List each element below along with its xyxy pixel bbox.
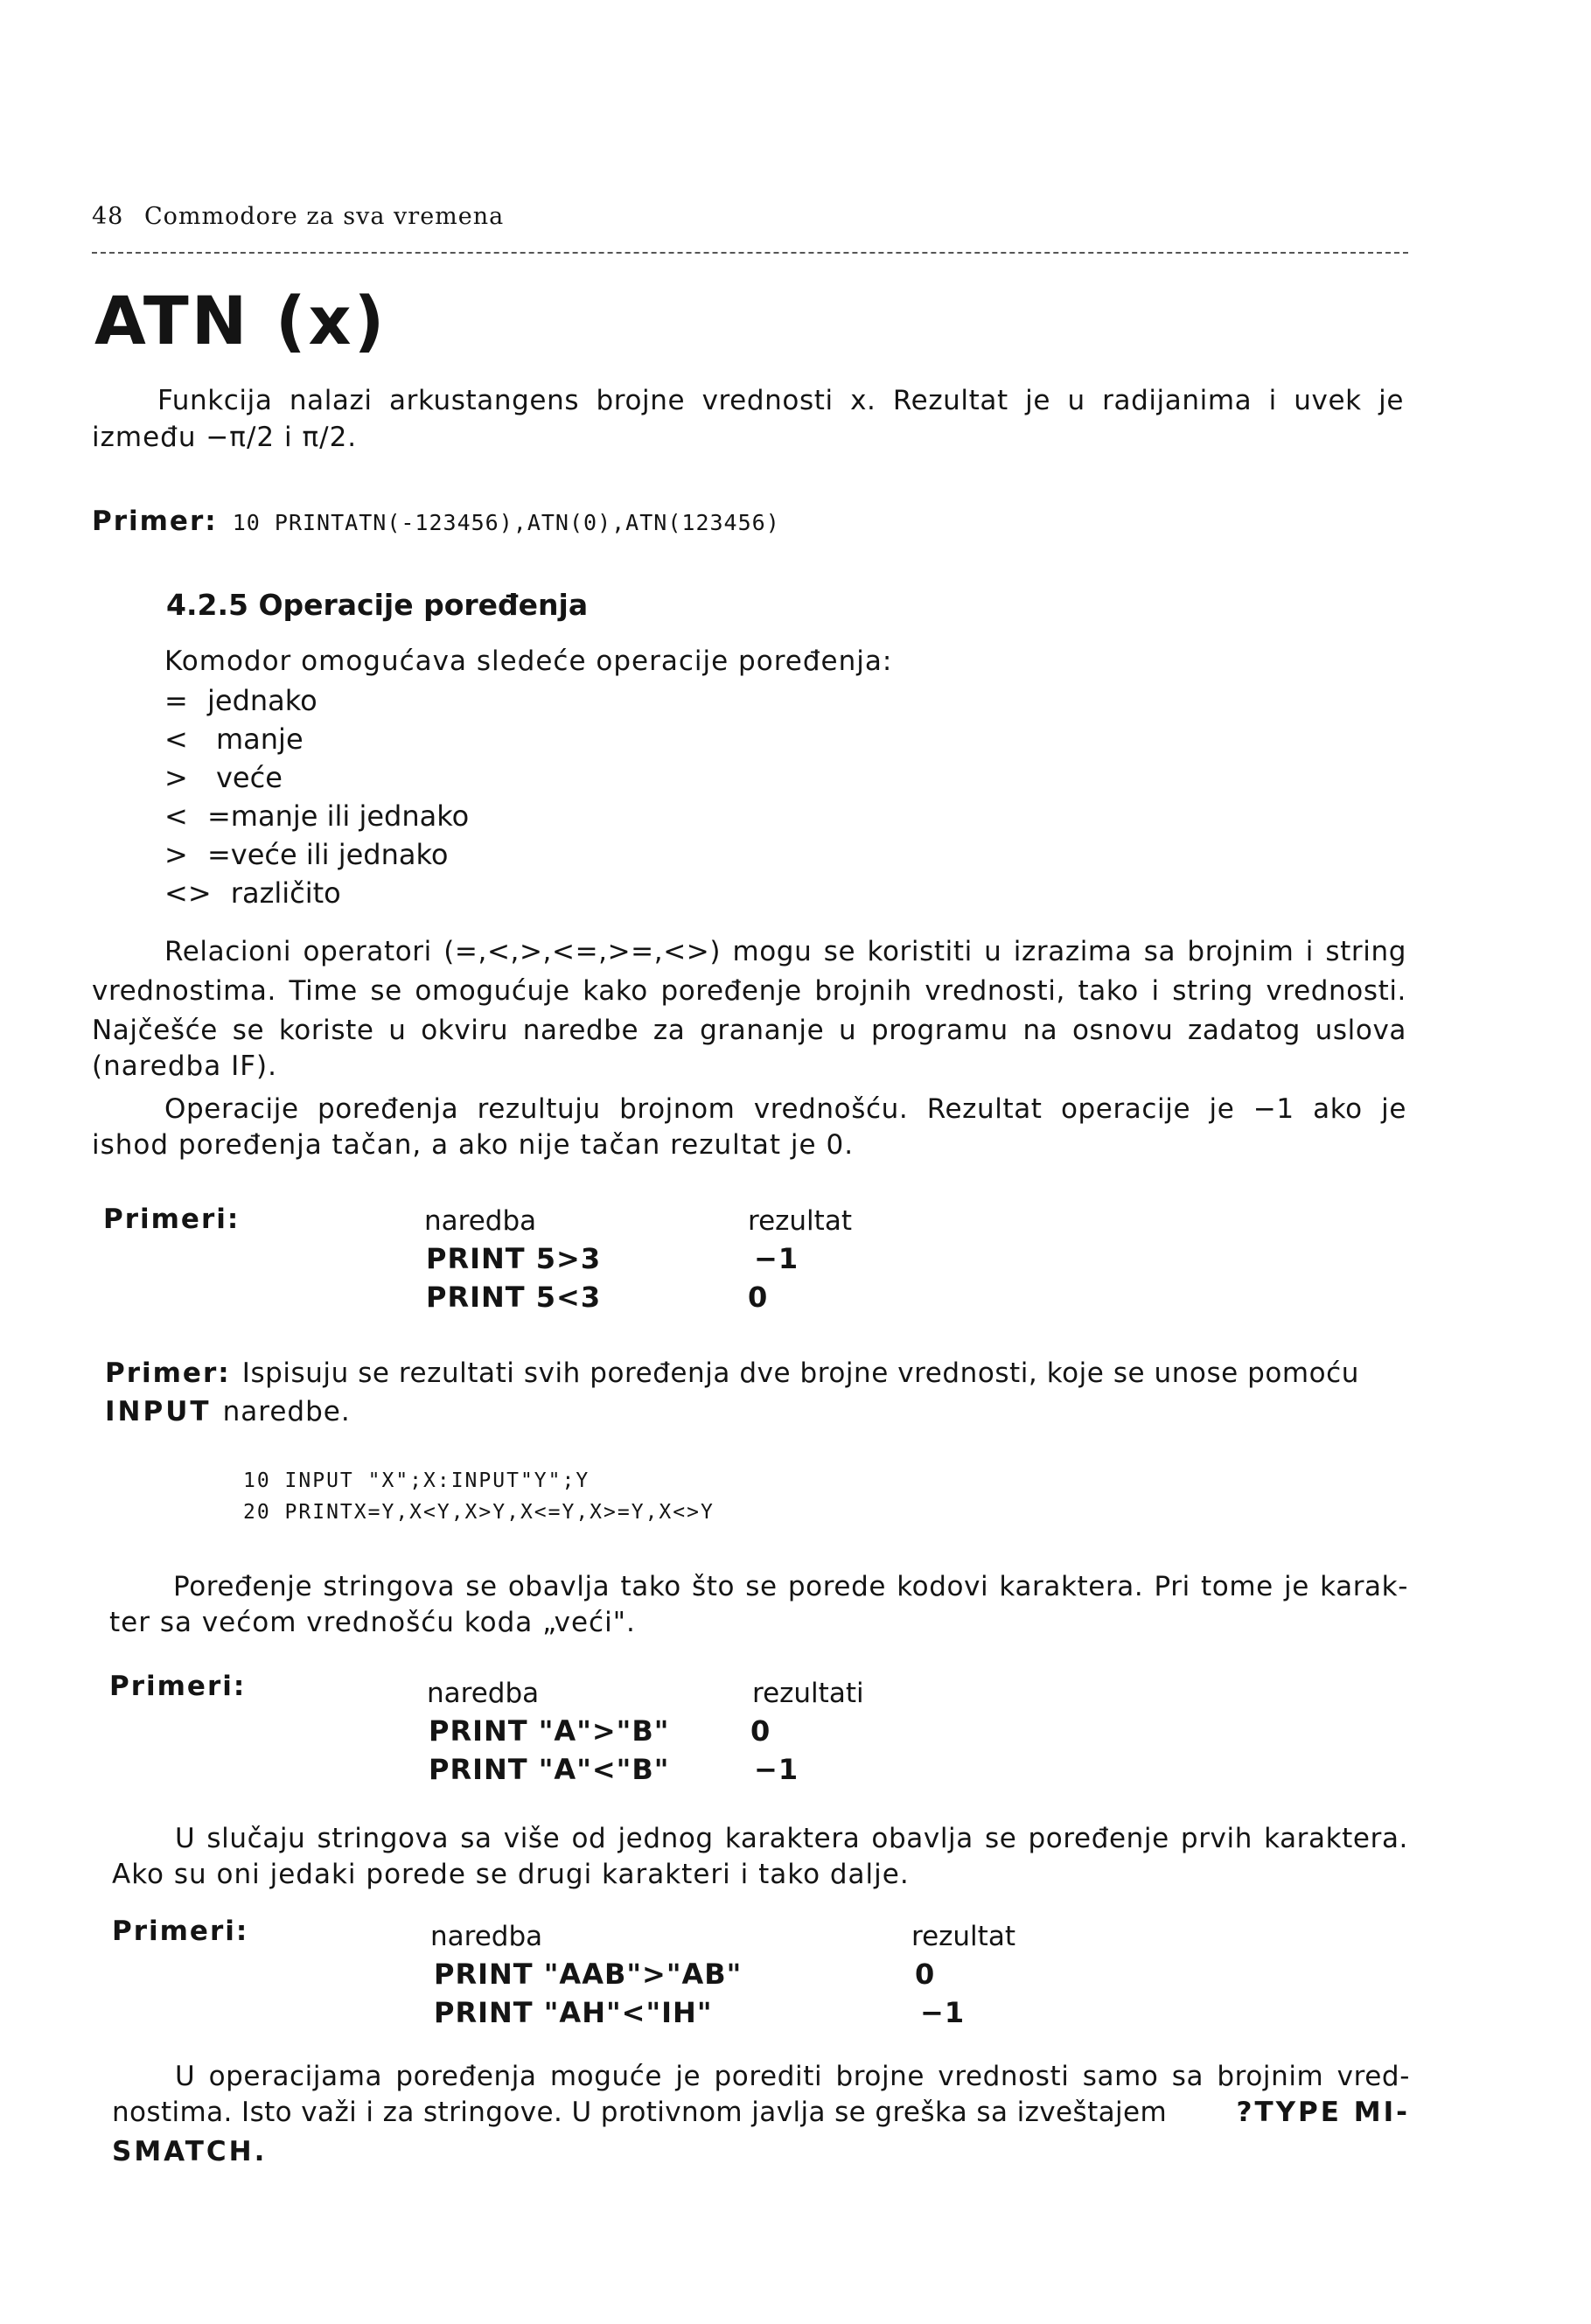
final-para-line2-text: nostima. Isto važi i za stringove. U protivnom javlja se greška sa izveštajem <box>112 2097 1168 2128</box>
primer2-line2-rest: naredbe. <box>222 1396 351 1427</box>
operator-less <box>164 722 304 756</box>
operator-symbol: < <box>164 722 188 756</box>
strings-para-line2: ter sa većom vrednošću koda „veći". <box>109 1607 636 1638</box>
primer2-input-keyword: INPUT <box>105 1396 212 1427</box>
operator-symbol: < <box>164 799 188 833</box>
error-message-part2: SMATCH. <box>112 2136 268 2167</box>
table3-label: Primeri: <box>112 1916 249 1947</box>
table3-row1-res: 0 <box>915 1958 936 1991</box>
primer2-label: Primer: <box>105 1357 231 1389</box>
table2-row2-res: −1 <box>754 1753 799 1786</box>
table3-col-rezultat: rezultat <box>911 1921 1015 1952</box>
table2-col-rezultati: rezultati <box>752 1678 864 1709</box>
table1-col-naredba: naredba <box>424 1205 537 1237</box>
atn-description-line1: Funkcija nalazi arkustangens brojne vrednosti x. Rezultat je u radijanima i uvek je <box>157 385 1404 416</box>
operator-text: =manje ili jednako <box>206 799 470 833</box>
primer2-code-line2: 20 PRINTX=Y,X<Y,X>Y,X<=Y,X>=Y,X<>Y <box>243 1501 715 1524</box>
function-title: ATN (x) <box>94 282 387 359</box>
table2-row2-cmd: PRINT "A"<"B" <box>429 1753 670 1786</box>
operator-text: manje <box>215 722 304 756</box>
section-heading: 4.2.5 Operacije poređenja <box>166 588 589 622</box>
final-para-line1: U operacijama poređenja moguće je porediti brojne vrednosti samo sa brojnim vred- <box>175 2061 1410 2092</box>
operator-symbol: = <box>164 684 188 717</box>
primer2-code-line1: 10 INPUT "X";X:INPUT"Y";Y <box>243 1469 590 1492</box>
error-message-part1: ?TYPE MI- <box>1236 2097 1410 2128</box>
table1-row1-cmd: PRINT 5>3 <box>426 1242 602 1275</box>
example-label: Primer: <box>92 506 218 537</box>
operator-text: veće <box>215 761 283 794</box>
table1-row2-res: 0 <box>748 1281 769 1314</box>
table3-col-naredba: naredba <box>430 1921 543 1952</box>
operator-equal <box>164 684 318 717</box>
primer2-line2 <box>105 1396 351 1427</box>
multichar-para-line1: U slučaju stringova sa više od jednog karaktera obavlja se poređenje prvih karaktera. <box>175 1823 1408 1854</box>
atn-example <box>92 506 780 537</box>
table3-row2-cmd: PRINT "AH"<"IH" <box>434 1996 713 2029</box>
table1-row1-res: −1 <box>754 1242 799 1275</box>
operator-greater <box>164 761 283 794</box>
table3-row2-res: −1 <box>920 1996 966 2029</box>
multichar-para-line2: Ako su oni jedaki porede se drugi karakteri i tako dalje. <box>112 1859 910 1890</box>
section-intro: Komodor omogućava sledeće operacije poređenja: <box>164 646 893 677</box>
operator-not-equal <box>164 876 341 910</box>
operator-symbol: > <box>164 761 188 794</box>
example-code: 10 PRINTATN(-123456),ATN(0),ATN(123456) <box>232 510 780 535</box>
final-para-line2 <box>112 2097 1410 2128</box>
strings-para-line1: Poređenje stringova se obavlja tako što se porede kodovi karaktera. Pri tome je karak- <box>173 1571 1408 1602</box>
page-number: 48 <box>92 203 124 230</box>
operator-greater-equal <box>164 838 448 871</box>
result-para-line1: Operacije poređenja rezultuju brojnom vrednošću. Rezultat operacije je −1 ako je <box>164 1093 1406 1125</box>
operator-text: =veće ili jednako <box>206 838 449 871</box>
result-para-line2: ishod poređenja tačan, a ako nije tačan rezultat je 0. <box>92 1129 855 1161</box>
operator-symbol: > <box>164 838 188 871</box>
table2-col-naredba: naredba <box>427 1678 540 1709</box>
operator-less-equal <box>164 799 469 833</box>
primer2-text: Ispisuju se rezultati svih poređenja dve brojne vrednosti, koje se unose pomoću <box>241 1357 1359 1389</box>
operator-symbol: <> <box>164 876 212 910</box>
relational-para-line3: Najčešće se koriste u okviru naredbe za grananje u programu na osnovu zadatog uslova <box>92 1015 1406 1046</box>
relational-para-line4: (naredba IF). <box>92 1050 278 1082</box>
header-rule <box>92 252 1408 254</box>
atn-description-line2: između −π/2 i π/2. <box>92 422 358 453</box>
table2-row1-cmd: PRINT "A">"B" <box>429 1714 670 1748</box>
table2-row1-res: 0 <box>750 1714 771 1748</box>
book-title: Commodore za sva vremena <box>143 203 505 230</box>
relational-para-line1: Relacioni operatori (=,<,>,<=,>=,<>) mogu se koristiti u izrazima sa brojnim i string <box>164 936 1406 967</box>
operator-text: različito <box>230 876 341 910</box>
primer2-line1 <box>105 1357 1406 1389</box>
running-header <box>92 203 504 230</box>
table1-col-rezultat: rezultat <box>748 1205 852 1237</box>
table1-label: Primeri: <box>103 1204 241 1235</box>
table3-row1-cmd: PRINT "AAB">"AB" <box>434 1958 743 1991</box>
table2-label: Primeri: <box>109 1671 247 1702</box>
operator-text: jednako <box>206 684 318 717</box>
table1-row2-cmd: PRINT 5<3 <box>426 1281 602 1314</box>
relational-para-line2: vrednostima. Time se omogućuje kako poređenje brojnih vrednosti, tako i string vrednosti. <box>92 975 1406 1007</box>
